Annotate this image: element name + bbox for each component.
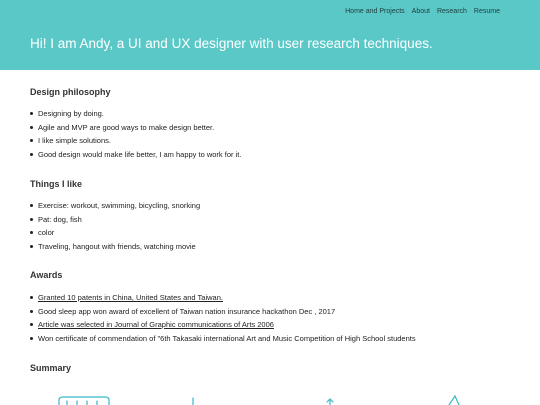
bullet-icon (30, 204, 33, 207)
nav-research[interactable]: Research (436, 8, 467, 15)
nav-resume[interactable]: Resume (473, 8, 500, 15)
sketch-device-detail (67, 401, 97, 405)
page-title: Hi! I am Andy, a UI and UX designer with user research techniques. (30, 36, 433, 51)
list-item: Good design would make life better, I am happy to work for it. (30, 148, 241, 162)
bullet-icon (30, 218, 33, 221)
list-item: Exercise: workout, swimming, bicycling, snorking (30, 199, 200, 213)
nav-home-and-projects[interactable]: Home and Projects (345, 8, 405, 15)
bullet-icon (30, 231, 33, 234)
nav-about[interactable]: About (411, 8, 430, 15)
list-item: I like simple solutions. (30, 134, 241, 148)
sketch-arrow-icon (327, 399, 333, 405)
bullet-icon (30, 323, 33, 326)
awards-list (30, 291, 416, 345)
bullet-icon (30, 310, 33, 313)
bullet-icon (30, 296, 33, 299)
section-title-design-philosophy: Design philosophy (30, 87, 111, 97)
list-item: Good sleep app won award of excellent of Taiwan nation insurance hackathon Dec , 2017 (30, 305, 416, 319)
bullet-icon (30, 337, 33, 340)
section-title-things-i-like: Things I like (30, 179, 83, 189)
bullet-icon (30, 139, 33, 142)
list-item: Designing by doing. (30, 107, 241, 121)
things-i-like-list (30, 199, 200, 253)
section-title-awards: Awards (30, 270, 63, 280)
bullet-icon (30, 112, 33, 115)
design-philosophy-list (30, 107, 241, 161)
hero-banner (0, 0, 540, 70)
summary-sketch-illustration (55, 392, 475, 405)
list-item: color (30, 226, 200, 240)
sketch-peak-icon (449, 396, 459, 405)
list-item (30, 318, 416, 332)
list-item (30, 291, 416, 305)
section-title-summary: Summary (30, 363, 72, 373)
award-link-article[interactable]: Article was selected in Journal of Graphic communications of Arts 2006 (38, 320, 274, 329)
bullet-icon (30, 245, 33, 248)
bullet-icon (30, 126, 33, 129)
award-link-patents[interactable]: Granted 10 patents in China, United States and Taiwan. (38, 293, 223, 302)
top-nav (345, 8, 500, 15)
list-item: Traveling, hangout with friends, watching movie (30, 240, 200, 254)
list-item: Agile and MVP are good ways to make design better. (30, 121, 241, 135)
bullet-icon (30, 153, 33, 156)
list-item: Won certificate of commendation of "6th Takasaki international Art and Music Competition of High School students (30, 332, 416, 346)
list-item: Pat: dog, fish (30, 213, 200, 227)
